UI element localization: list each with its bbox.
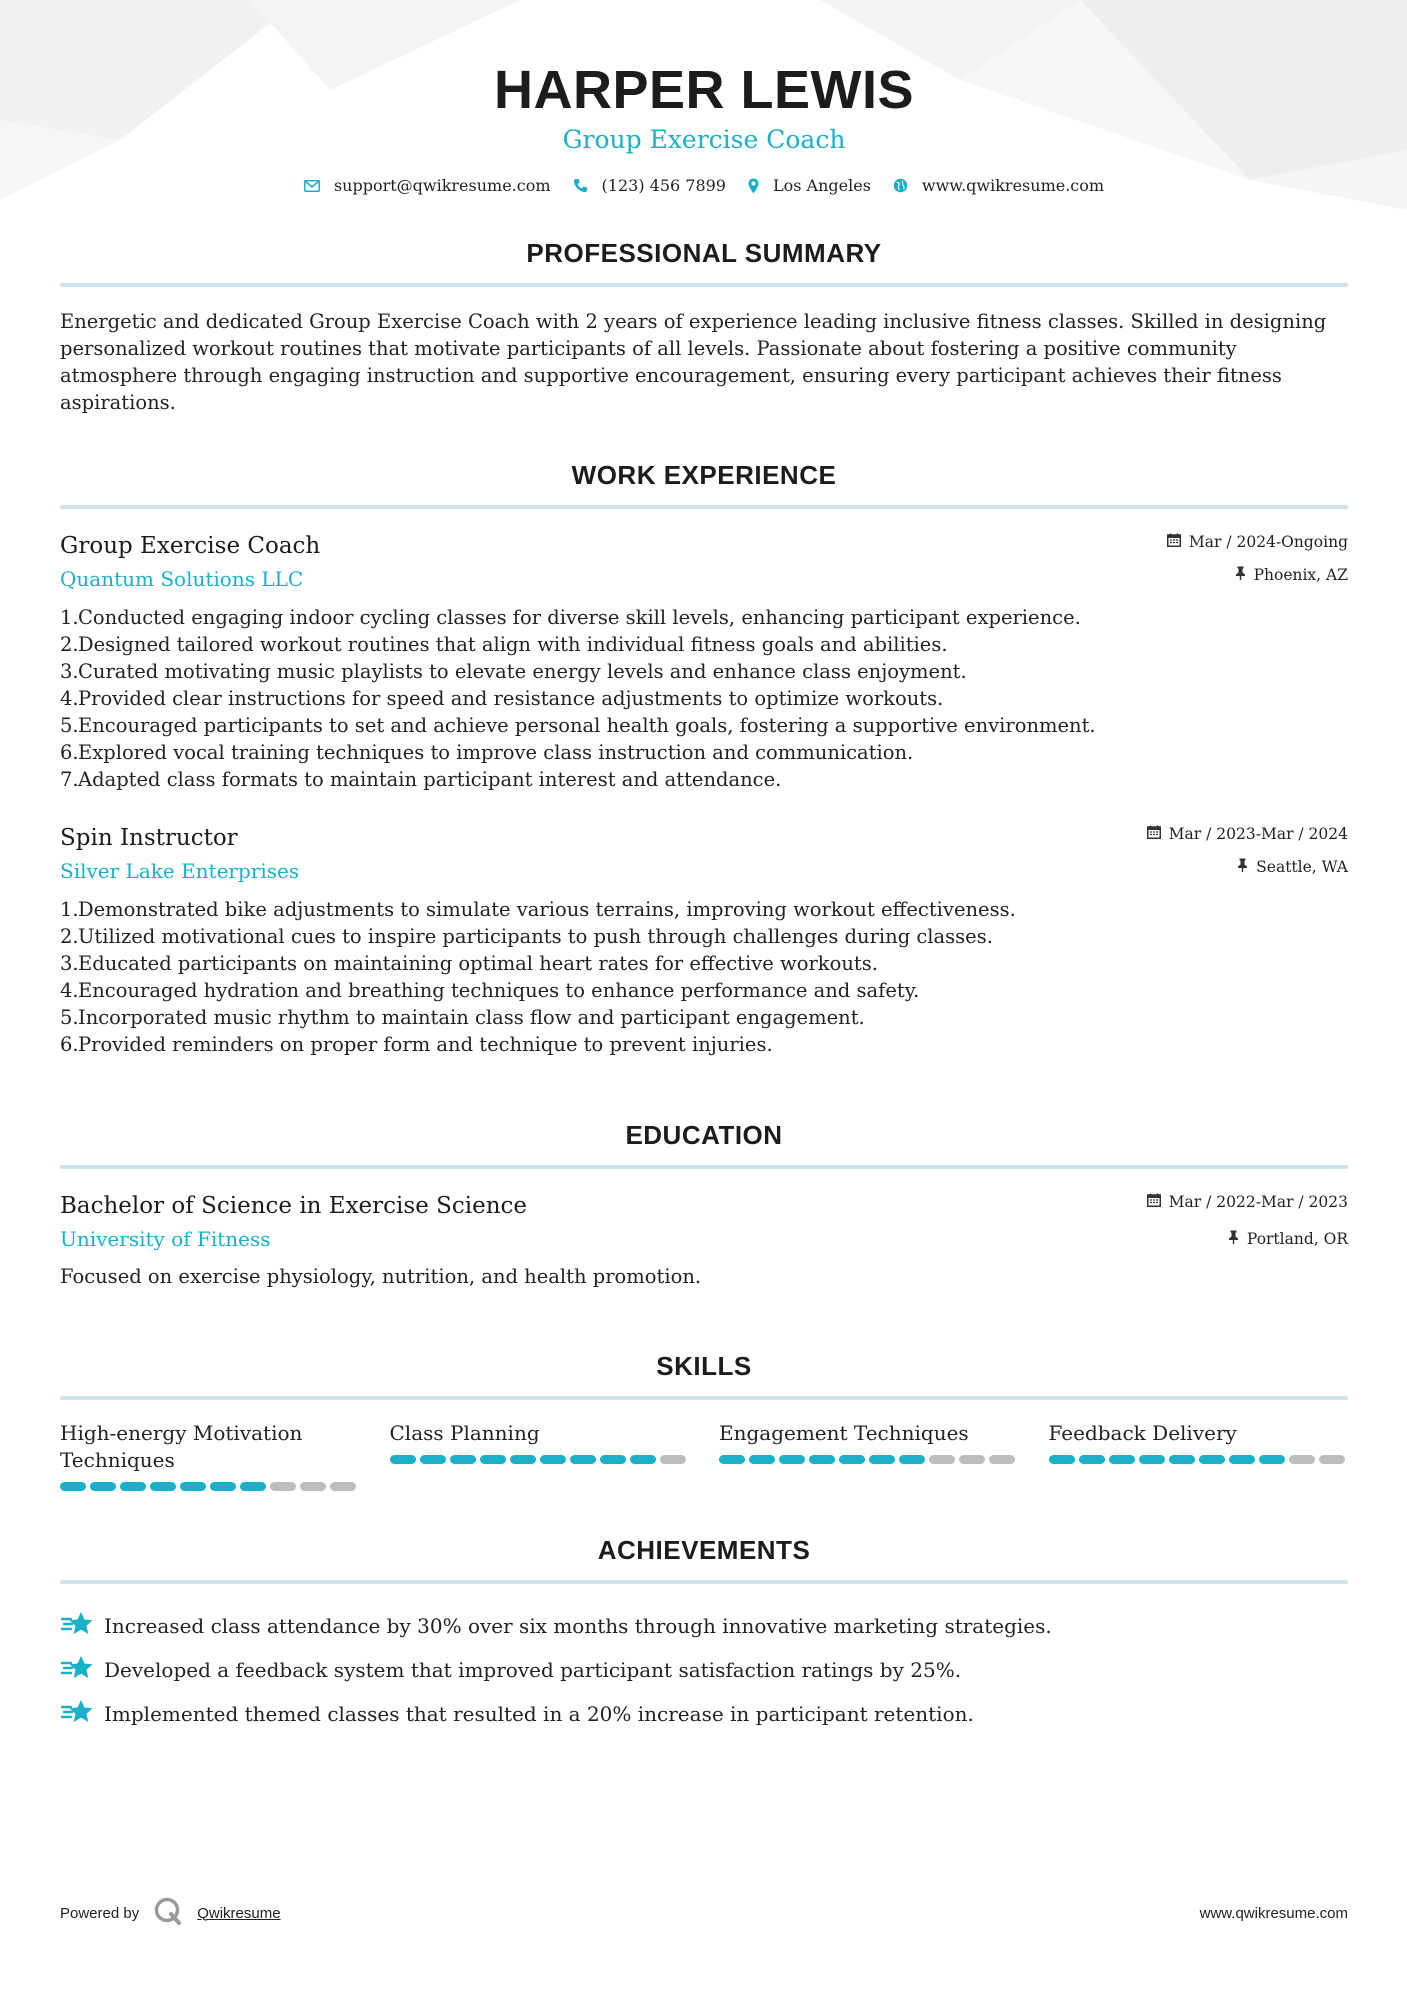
list-item: 6. Explored vocal training techniques to improve class instruction and communication. <box>60 741 914 764</box>
brand-link[interactable]: Qwikresume <box>197 1904 281 1922</box>
achievements-list <box>60 1604 1348 1736</box>
footer-website-link[interactable]: www.qwikresume.com <box>1199 1904 1348 1922</box>
job-bullets <box>60 604 1348 793</box>
job-entry <box>60 823 1348 1058</box>
skill-segment <box>240 1482 266 1491</box>
skill-item <box>60 1420 360 1491</box>
achievement-text: Implemented themed classes that resulted in a 20% increase in participant retention. <box>104 1702 974 1726</box>
job-location-text: Phoenix, AZ <box>1253 566 1348 584</box>
skill-segment <box>390 1455 416 1464</box>
skill-segment <box>1259 1455 1285 1464</box>
list-item <box>60 1604 1348 1648</box>
phone-icon <box>573 178 588 193</box>
job-location <box>1147 856 1348 878</box>
skills-heading: SKILLS <box>656 1351 752 1381</box>
summary-heading: PROFESSIONAL SUMMARY <box>526 238 882 268</box>
list-item: 6. Provided reminders on proper form and technique to prevent injuries. <box>60 1033 773 1056</box>
job-company: Silver Lake Enterprises <box>60 859 300 883</box>
list-item: 2. Designed tailored workout routines that align with individual fitness goals and abilities. <box>60 633 948 656</box>
resume-page <box>60 0 1348 1736</box>
skill-segment <box>660 1455 686 1464</box>
skill-segment <box>1319 1455 1345 1464</box>
education-divider <box>60 1165 1348 1169</box>
job-location <box>1167 564 1348 586</box>
education-section <box>60 1120 1348 1290</box>
skill-segment <box>420 1455 446 1464</box>
summary-section <box>60 238 1348 416</box>
star-icon <box>60 1610 94 1643</box>
job-location-text: Seattle, WA <box>1256 858 1348 876</box>
contact-bar <box>60 176 1348 195</box>
job-title: Group Exercise Coach <box>60 533 321 559</box>
list-item: 5. Incorporated music rhythm to maintain class flow and participant engagement. <box>60 1006 865 1029</box>
list-item: 5. Encouraged participants to set and achieve personal health goals, fostering a supportive environment. <box>60 714 1096 737</box>
list-item: 4. Encouraged hydration and breathing techniques to enhance performance and safety. <box>60 979 920 1002</box>
skill-segment <box>60 1482 86 1491</box>
job-company: Quantum Solutions LLC <box>60 567 304 591</box>
skill-segment <box>1049 1455 1075 1464</box>
skill-segment <box>959 1455 985 1464</box>
summary-divider <box>60 283 1348 287</box>
job-entry <box>60 531 1348 793</box>
envelope-icon <box>304 180 320 192</box>
skill-name: Feedback Delivery <box>1048 1421 1237 1445</box>
skill-level-bar <box>390 1455 690 1464</box>
map-pin-icon <box>748 178 759 194</box>
achievement-text: Increased class attendance by 30% over six months through innovative marketing strategies. <box>104 1614 1052 1638</box>
skills-grid <box>60 1420 1348 1491</box>
skill-segment <box>150 1482 176 1491</box>
skill-item <box>719 1420 1019 1491</box>
website-text: www.qwikresume.com <box>921 176 1105 195</box>
skills-section <box>60 1351 1348 1491</box>
pushpin-icon <box>1235 566 1246 584</box>
education-meta <box>1147 1191 1348 1250</box>
list-item <box>60 1648 1348 1692</box>
contact-website[interactable] <box>893 176 1104 195</box>
contact-location <box>748 176 871 195</box>
skill-segment <box>450 1455 476 1464</box>
skill-name: High-energy Motivation Techniques <box>60 1421 303 1472</box>
job-bullets <box>60 896 1348 1058</box>
education-entry <box>60 1191 1348 1290</box>
skill-segment <box>510 1455 536 1464</box>
job-dates <box>1167 531 1348 553</box>
pushpin-icon <box>1237 858 1248 876</box>
skill-segment <box>1199 1455 1225 1464</box>
skill-segment <box>210 1482 236 1491</box>
education-dates <box>1147 1191 1348 1213</box>
degree-title: Bachelor of Science in Exercise Science <box>60 1193 528 1219</box>
skill-segment <box>120 1482 146 1491</box>
job-dates-text: Mar / 2024-Ongoing <box>1188 533 1348 551</box>
skills-divider <box>60 1396 1348 1400</box>
job-dates-text: Mar / 2023-Mar / 2024 <box>1168 825 1348 843</box>
skill-segment <box>270 1482 296 1491</box>
education-description: Focused on exercise physiology, nutrition, and health promotion. <box>60 1265 702 1288</box>
skill-segment <box>1169 1455 1195 1464</box>
skill-segment <box>869 1455 895 1464</box>
experience-heading: WORK EXPERIENCE <box>571 460 837 490</box>
experience-section <box>60 460 1348 1058</box>
education-location-text: Portland, OR <box>1246 1230 1348 1248</box>
pushpin-icon <box>1228 1230 1239 1248</box>
skill-segment <box>180 1482 206 1491</box>
phone-text: (123) 456 7899 <box>601 176 726 195</box>
skill-segment <box>330 1482 356 1491</box>
calendar-icon <box>1167 533 1181 551</box>
resume-header <box>60 0 1348 195</box>
contact-phone[interactable] <box>573 176 726 195</box>
skill-segment <box>1229 1455 1255 1464</box>
skill-level-bar <box>719 1455 1019 1464</box>
skill-segment <box>1289 1455 1315 1464</box>
summary-text: Energetic and dedicated Group Exercise Coach with 2 years of experience leading inclusive fitness classes. Skilled in designing personalized workout routines that motivate participants of all levels. Passionate about fostering a positive community atmosphere through engaging instruction and supportive encouragement, ensuring every participant achieves their fitness aspirations. <box>60 310 1327 414</box>
list-item: 4. Provided clear instructions for speed and resistance adjustments to optimize workouts. <box>60 687 944 710</box>
job-title: Spin Instructor <box>60 825 238 851</box>
list-item: 3. Educated participants on maintaining optimal heart rates for effective workouts. <box>60 952 878 975</box>
skill-name: Class Planning <box>389 1421 540 1445</box>
achievement-text: Developed a feedback system that improved participant satisfaction ratings by 25%. <box>104 1658 962 1682</box>
skill-segment <box>809 1455 835 1464</box>
education-dates-text: Mar / 2022-Mar / 2023 <box>1168 1193 1348 1211</box>
skill-item <box>1049 1420 1349 1491</box>
contact-email[interactable] <box>304 176 551 195</box>
school-name: University of Fitness <box>60 1227 271 1251</box>
skill-segment <box>749 1455 775 1464</box>
skill-segment <box>899 1455 925 1464</box>
list-item <box>60 1692 1348 1736</box>
star-icon <box>60 1698 94 1731</box>
job-dates <box>1147 823 1348 845</box>
list-item: 1. Conducted engaging indoor cycling classes for diverse skill levels, enhancing participant experience. <box>60 606 1081 629</box>
skill-segment <box>1079 1455 1105 1464</box>
page-footer <box>60 1896 1348 1930</box>
candidate-name: HARPER LEWIS <box>493 60 915 120</box>
calendar-icon <box>1147 1193 1161 1211</box>
skill-segment <box>719 1455 745 1464</box>
achievements-heading: ACHIEVEMENTS <box>597 1535 811 1565</box>
qwikresume-logo-icon <box>153 1896 183 1930</box>
experience-divider <box>60 505 1348 509</box>
powered-by <box>60 1896 281 1930</box>
globe-icon <box>893 178 908 193</box>
list-item: 3. Curated motivating music playlists to elevate energy levels and enhance class enjoyment. <box>60 660 967 683</box>
skill-level-bar <box>1049 1455 1349 1464</box>
achievements-section <box>60 1535 1348 1736</box>
skill-segment <box>839 1455 865 1464</box>
list-item: 1. Demonstrated bike adjustments to simulate various terrains, improving workout effectiveness. <box>60 898 1016 921</box>
skill-segment <box>480 1455 506 1464</box>
education-location <box>1147 1228 1348 1250</box>
list-item: 2. Utilized motivational cues to inspire participants to push through challenges during classes. <box>60 925 993 948</box>
skill-segment <box>929 1455 955 1464</box>
location-text: Los Angeles <box>772 176 871 195</box>
skill-segment <box>300 1482 326 1491</box>
skill-item <box>390 1420 690 1491</box>
skill-segment <box>779 1455 805 1464</box>
skill-name: Engagement Techniques <box>719 1421 969 1445</box>
job-meta <box>1147 823 1348 878</box>
skill-level-bar <box>60 1482 360 1491</box>
education-heading: EDUCATION <box>625 1120 783 1150</box>
skill-segment <box>630 1455 656 1464</box>
achievements-divider <box>60 1580 1348 1584</box>
skill-segment <box>90 1482 116 1491</box>
powered-by-label: Powered by <box>60 1904 140 1922</box>
skill-segment <box>540 1455 566 1464</box>
skill-segment <box>1139 1455 1165 1464</box>
list-item: 7. Adapted class formats to maintain participant interest and attendance. <box>60 768 782 791</box>
calendar-icon <box>1147 825 1161 843</box>
skill-segment <box>1109 1455 1135 1464</box>
skill-segment <box>570 1455 596 1464</box>
email-text: support@qwikresume.com <box>333 176 551 195</box>
job-meta <box>1167 531 1348 586</box>
candidate-role: Group Exercise Coach <box>562 125 846 154</box>
star-icon <box>60 1654 94 1687</box>
skill-segment <box>600 1455 626 1464</box>
skill-segment <box>989 1455 1015 1464</box>
